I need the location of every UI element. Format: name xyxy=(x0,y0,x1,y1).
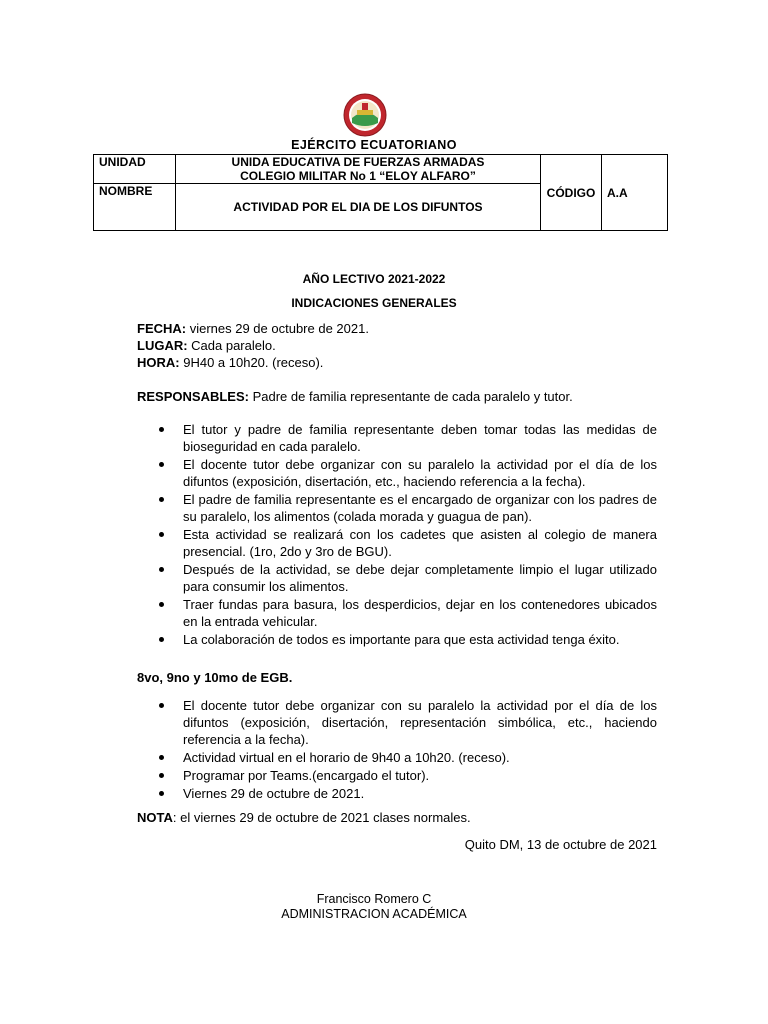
responsables-line xyxy=(137,389,573,404)
signer-role: ADMINISTRACION ACADÉMICA xyxy=(281,907,467,921)
bullet-icon xyxy=(159,602,164,607)
lugar-line xyxy=(137,338,276,353)
activity-name: ACTIVIDAD POR EL DIA DE LOS DIFUNTOS xyxy=(176,184,541,231)
fecha-label: FECHA: xyxy=(137,321,187,336)
fecha-value: viernes 29 de octubre de 2021. xyxy=(186,321,369,336)
nombre-label: NOMBRE xyxy=(94,184,176,231)
list-item: Programar por Teams.(encargado el tutor). xyxy=(137,767,657,784)
list-item: El padre de familia representante es el encargado de organizar con los padres de su paralelo, los alimentos (colada morada y guagua de pan). xyxy=(137,491,657,525)
lugar-value: Cada paralelo. xyxy=(187,338,276,353)
place-date: Quito DM, 13 de octubre de 2021 xyxy=(464,837,657,852)
school-name-cell xyxy=(176,155,541,184)
nota-value: : el viernes 29 de octubre de 2021 clases normales. xyxy=(172,810,471,825)
list-item: La colaboración de todos es importante para que esta actividad tenga éxito. xyxy=(137,631,657,648)
codigo-value: A.A xyxy=(602,155,668,231)
fecha-line xyxy=(137,321,369,336)
school-year: AÑO LECTIVO 2021-2022 xyxy=(302,272,446,286)
bullet-icon xyxy=(159,567,164,572)
responsables-label: RESPONSABLES: xyxy=(137,389,249,404)
codigo-label: CÓDIGO xyxy=(541,155,602,231)
hora-line xyxy=(137,355,323,370)
institution-seal-icon xyxy=(343,93,387,137)
school-line-2: COLEGIO MILITAR No 1 “ELOY ALFARO” xyxy=(240,169,476,183)
bullet-icon xyxy=(159,532,164,537)
egb-heading: 8vo, 9no y 10mo de EGB. xyxy=(137,670,293,685)
list-item: El tutor y padre de familia representante deben tomar todas las medidas de bioseguridad en cada paralelo. xyxy=(137,421,657,455)
nota-label: NOTA xyxy=(137,810,173,825)
egb-instructions-list xyxy=(137,697,657,803)
list-item: Traer fundas para basura, los desperdicios, dejar en los contenedores ubicados en la entrada vehicular. xyxy=(137,596,657,630)
responsables-value: Padre de familia representante de cada paralelo y tutor. xyxy=(248,389,573,404)
list-item: Viernes 29 de octubre de 2021. xyxy=(137,785,657,802)
list-item: Actividad virtual en el horario de 9h40 a 10h20. (receso). xyxy=(137,749,657,766)
hora-value: 9H40 a 10h20. (receso). xyxy=(179,355,324,370)
bullet-icon xyxy=(159,497,164,502)
list-item: El docente tutor debe organizar con su paralelo la actividad por el día de los difuntos (exposición, disertación, representación simbólica, etc., haciendo referencia a la fecha). xyxy=(137,697,657,748)
bullet-icon xyxy=(159,755,164,760)
bullet-icon xyxy=(159,427,164,432)
bullet-icon xyxy=(159,773,164,778)
signer-name: Francisco Romero C xyxy=(316,892,432,906)
lugar-label: LUGAR: xyxy=(137,338,188,353)
org-title: EJÉRCITO ECUATORIANO xyxy=(291,138,457,152)
main-instructions-list xyxy=(137,421,657,649)
list-item: Esta actividad se realizará con los cadetes que asisten al colegio de manera presencial. (1ro, 2do y 3ro de BGU). xyxy=(137,526,657,560)
list-item: El docente tutor debe organizar con su paralelo la actividad por el día de los difuntos (exposición, disertación, etc., haciendo referencia a la fecha). xyxy=(137,456,657,490)
header-table xyxy=(93,154,668,231)
bullet-icon xyxy=(159,703,164,708)
nota-line xyxy=(137,810,471,825)
hora-label: HORA: xyxy=(137,355,180,370)
school-line-1: UNIDA EDUCATIVA DE FUERZAS ARMADAS xyxy=(231,155,485,169)
list-item: Después de la actividad, se debe dejar completamente limpio el lugar utilizado para consumir los alimentos. xyxy=(137,561,657,595)
unidad-label: UNIDAD xyxy=(94,155,176,184)
bullet-icon xyxy=(159,791,164,796)
bullet-icon xyxy=(159,637,164,642)
general-heading: INDICACIONES GENERALES xyxy=(291,296,457,310)
bullet-icon xyxy=(159,462,164,467)
